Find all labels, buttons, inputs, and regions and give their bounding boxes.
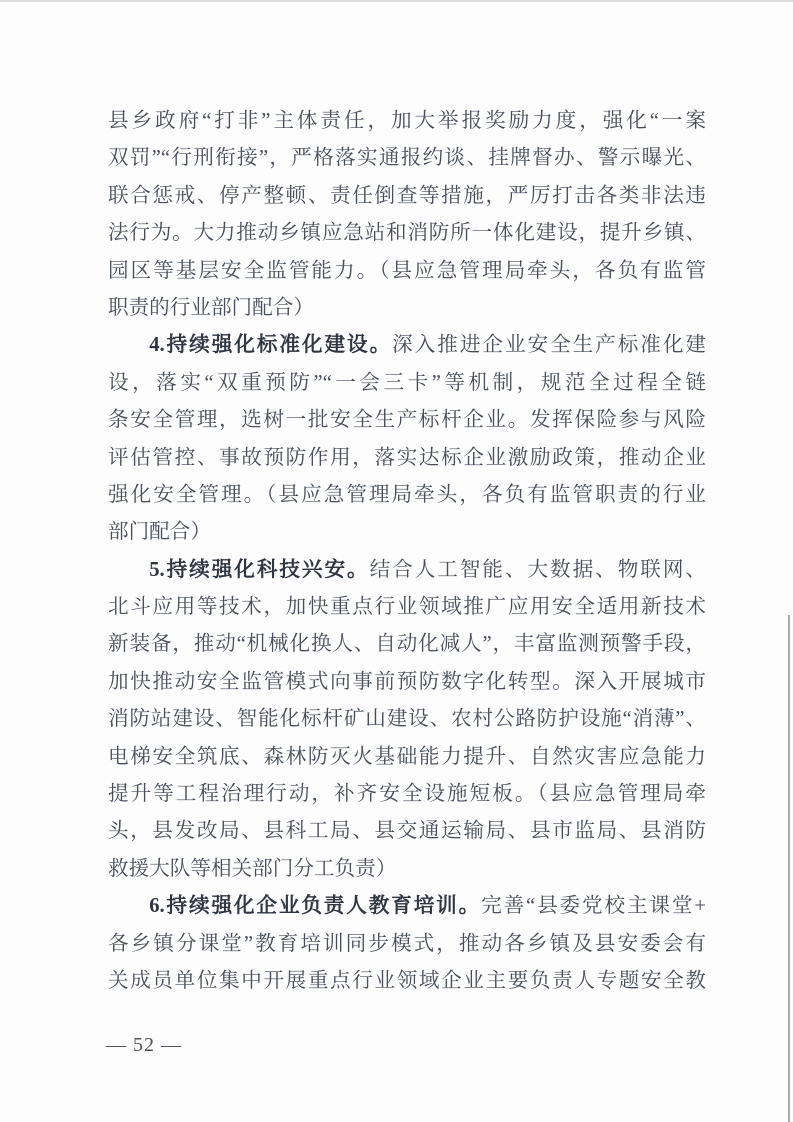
text-line [108,402,706,439]
text-line [108,851,706,888]
text-line [108,626,706,663]
text-line [108,926,706,963]
paragraph-item-4 [108,327,706,551]
text-run-normal: 双罚”“行刑衔接”，严格落实通报约谈、挂牌督办、警示曝光、 [108,147,706,170]
text-run-kai: （县应急管理局牵 [537,783,706,806]
text-line [108,140,706,177]
text-line [108,440,706,477]
scan-artifact-right-edge [788,615,790,1122]
text-line [108,290,706,327]
text-run-normal: 提升等工程治理行动，补齐安全设施短板。 [108,783,538,806]
text-run-kai: 部门配合） [108,521,211,544]
text-run-normal: 消防站建设、智能化标杆矿山建设、农村公路防护设施“消薄”、 [108,708,706,731]
text-run-normal: 完善“县委党校主课堂+ [481,895,706,918]
text-run-normal: 强化安全管理。 [108,483,267,506]
paragraph-item-6 [108,888,706,1000]
text-line [108,664,706,701]
text-run-normal: 深入推进企业安全生产标准化建 [392,334,706,357]
text-line [108,701,706,738]
text-run-normal: 县乡政府“打非”主体责任，加大举报奖励力度，强化“一案 [108,110,706,132]
text-line [108,514,706,551]
text-run-kai: （县应急管理局牵头，各负有监管职责的行业 [266,483,706,506]
text-line [108,327,706,364]
text-line [108,365,706,402]
text-run-normal: 园区等基层安全监管能力。 [108,259,380,282]
text-block [108,103,706,1000]
text-line [108,813,706,850]
paragraph-continuation [108,103,706,327]
text-line [108,776,706,813]
text-run-normal: 联合惩戒、停产整顿、责任倒查等措施，严厉打击各类非法违 [108,184,706,207]
text-run-bold: 4.持续强化标准化建设。 [149,334,393,357]
text-run-bold: 6.持续强化企业负责人教育培训。 [149,895,482,918]
text-run-normal: 关成员单位集中开展重点行业领域企业主要负责人专题安全教 [108,969,706,992]
text-run-kai: 职责的行业部门配合） [108,296,314,319]
text-run-kai: 救援大队等相关部门分工负责） [108,857,397,880]
text-run-normal: 结合人工智能、大数据、物联网、 [369,558,706,581]
scan-artifact-top-edge [0,0,793,2]
text-run-normal: 新装备，推动“机械化换人、自动化减人”，丰富监测预警手段， [108,633,706,656]
text-run-normal: 各乡镇分课堂”教育培训同步模式，推动各乡镇及县安委会有 [108,932,706,955]
text-line [108,739,706,776]
page-number: — 52 — [106,1034,182,1056]
text-run-normal: 设，落实“双重预防”“一会三卡”等机制，规范全过程全链 [108,371,706,394]
text-line [108,589,706,626]
text-line [108,178,706,215]
text-run-normal: 北斗应用等技术，加快重点行业领域推广应用安全适用新技术 [108,596,706,619]
text-line [108,103,706,140]
text-run-normal: 加快推动安全监管模式向事前预防数字化转型。深入开展城市 [108,670,706,693]
text-line [108,963,706,1000]
paragraph-item-5 [108,552,706,889]
text-line [108,552,706,589]
text-run-normal: 条安全管理，选树一批安全生产标杆企业。发挥保险参与风险 [108,409,706,432]
text-line [108,253,706,290]
text-run-kai: （县应急管理局牵头，各负有监管 [379,259,706,282]
text-run-normal: 电梯安全筑底、森林防灭火基础能力提升、自然灾害应急能力 [108,745,706,768]
text-line [108,215,706,252]
text-run-bold: 5.持续强化科技兴安。 [149,558,370,581]
text-run-kai: 头，县发改局、县科工局、县交通运输局、县市监局、县消防 [108,820,706,843]
text-run-normal: 评估管控、事故预防作用，落实达标企业激励政策，推动企业 [108,446,706,469]
text-run-normal: 法行为。大力推动乡镇应急站和消防所一体化建设，提升乡镇、 [108,222,706,245]
text-line [108,477,706,514]
text-line [108,888,706,925]
